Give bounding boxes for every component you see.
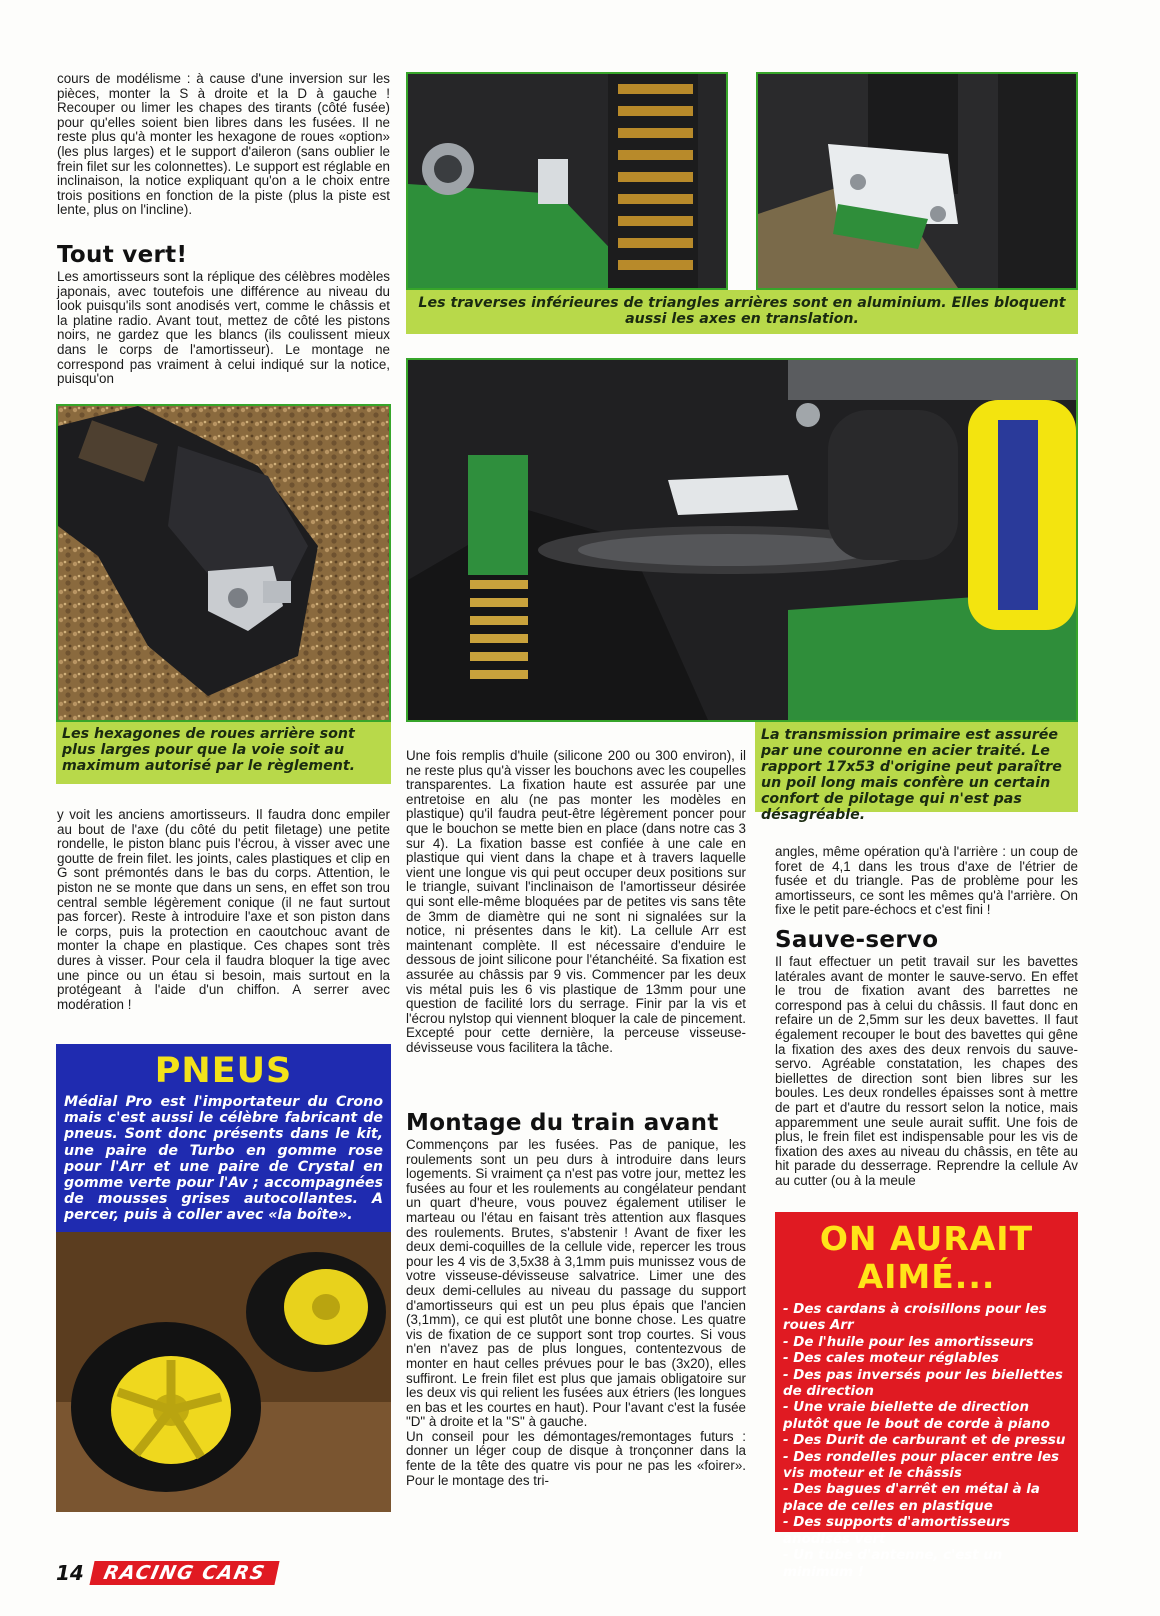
heading-sauve-servo: Sauve-servo (775, 927, 939, 953)
page-number: 14 (56, 1561, 84, 1585)
caption-traverses: Les traverses inférieures de triangles arrières sont en aluminium. Elles bloquent aussi les axes en translation. (406, 290, 1078, 334)
photo-traverses-right (756, 72, 1078, 290)
caption-hexagones: Les hexagones de roues arrière sont plus larges pour que la voie soit au maximum autorisé par le règlement. (56, 722, 391, 784)
photo-hexagones-image (58, 406, 389, 720)
list-item: - Des cardans à croisillons pour les roues Arr (783, 1302, 1047, 1334)
on-aurait-aime-box (775, 1212, 1078, 1580)
col1-intro-text: cours de modélisme : à cause d'une inversion sur les pièces, monter la S à droite et la D à gauche ! Recouper ou limer les chapes des tirants (côté fusée) pour qu'elles soient bien libres dans les fusées. Il ne reste plus qu'à monter les hexagone de roues «option» (les plus larges) et le support d'aileron (sans oublier le frein filet sur les colonnettes). Le support est réglable en inclinaison, la notice expliquant qu'on a le choix entre trois positions en fonction de la piste (plus la piste est lente, plus on l'incline). (57, 71, 390, 218)
photo-traverses-left-image (408, 74, 726, 288)
list-item: - Des Durit de carburant et de pressu (783, 1433, 1066, 1449)
magazine-logo: RACING CARS (89, 1561, 279, 1585)
photo-transmission-image (408, 360, 1076, 720)
photo-traverses-right-image (758, 74, 1076, 288)
list-item: - Des supports d'amortisseurs anodisés vert (783, 1515, 1011, 1547)
photo-pneus (56, 1232, 391, 1512)
list-item: - Des rondelles pour placer entre les vis moteur et le châssis (783, 1449, 1060, 1482)
photo-transmission (406, 358, 1078, 722)
col2-train-avant-text: Commençons par les fusées. Pas de panique, les roulements sont un peu durs à introduire dans leurs logements. Si vraiment ça n'est pas votre jour, mettez les fusées au four et les roulements au congélateur pendant un quart d'heure, vous pouvez également utiliser le marteau ou l'étau en faisant très attention aux flasques des roulements. Brutes, s'abstenir ! Avant de fixer les deux demi-coquilles de la cellule vide, repercer les trous pour les 4 vis de 3,5x38 à 3,1mm puis munissez vous de votre visseuse-dévisseuse salvatrice. Limer une des deux demi-cellules au niveau du passage du support d'amortisseurs qui est un peu plus épais que l'ancien (3,1mm), ce qui est plutôt une bonne chose. Les quatre vis de fixation de ce support sont trop courtes. Si vous n'en n'avez pas de plus longues, contentezvous de monter en haut celles prévues pour le bas (3x20), elles suffiront. Le frein filet est plus que jamais obligatoire sur les deux vis qui relient les fusées aux étriers (les longues en bas et les courtes en haut). Pour l'avant c'est la fusée "D" à droite et la "S" à gauche. Un conseil pour les démontages/remontages futurs : donner un léger coup de disque à tronçonner dans la fente de la tête des quatre vis pour ne pas les «foirer». Pour le montage des tri- (406, 1137, 746, 1488)
pneus-title: PNEUS (154, 1051, 293, 1091)
pneus-box (56, 1044, 391, 1512)
col1-tout-vert-text: Les amortisseurs sont la réplique des célèbres modèles japonais, avec toutefois une différence au niveau du look puisqu'ils sont anodisés vert, comme le châssis et la platine radio. Avant tout, mettez de côté les pistons noirs, ne gardez que les blancs (ils coulissent mieux dans le corps de l'amortisseur). Le montage ne correspond pas vraiment à celui indiqué sur la notice, puisqu'on (57, 269, 390, 387)
col3-top-text: angles, même opération qu'à l'arrière : un coup de foret de 4,1 dans les trous d'axe de l'étrier de fusée et du triangle. Pas de problème pour les amortisseurs, ce sont les mêmes qu'à l'arrière. On fixe le petit pare-échocs et c'est fini ! (775, 844, 1078, 918)
list-item: - Des cales moteur réglables (783, 1351, 999, 1367)
list-item: - Une vraie biellette de direction plutôt que le bout de corde à piano (783, 1400, 1050, 1432)
photo-traverses-left (406, 72, 728, 290)
list-item: - De l'huile pour les amortisseurs (783, 1334, 1034, 1350)
page-footer (56, 1560, 277, 1586)
heading-montage-train-avant: Montage du train avant (406, 1110, 719, 1136)
pneus-text: Médial Pro est l'importateur du Crono mais c'est aussi le célèbre fabricant de pneus. Sont donc présents dans le kit, une paire de Turbo en gomme rose pour l'Arr et une paire de Crystal en gomme verte pour l'Av ; accompagnées de mousses grises autocollantes. A percer, puis à coller avec «la boîte». (64, 1094, 383, 1224)
on-aurait-aime-title-line1: ON AURAIT (819, 1219, 1034, 1258)
col1-bottom-text: y voit les anciens amortisseurs. Il faudra donc empiler au bout de l'axe (du côté du petit filetage) une petite rondelle, le piston blanc puis l'écrou, à visser avec une goutte de frein filet. les joints, cales plastiques et clip en G sont prémontés dans le bas du corps. Attention, le piston ne se monte que dans un sens, en effet son trou central semble légèrement conique (il ne faut surtout pas forcer). Reste à introduire l'axe et son piston dans le corps, puis la protection en caoutchouc avant de monter la chape en plastique. Ces chapes sont très dures à visser. Pour cela il faudra bloquer la tige avec une pince ou un étau si besoin, mais surtout en la protégeant à l'aide d'un chiffon. A serrer avec modération ! (57, 807, 390, 1012)
photo-pneus-image (56, 1232, 391, 1512)
col3-sauve-servo-text: Il faut effectuer un petit travail sur les bavettes latérales avant de monter le sauve-servo. En effet le trou de fixation avant des barrettes ne correspond pas à celui du châssis. Il faut donc en refaire un de 2,5mm sur les deux bavettes. Il faut également recouper le bout des bavettes qui gêne la fixation des axes des deux renvois du sauve-servo. Agréable constatation, les chapes des biellettes de direction sont bien libres sur les boules. Les deux rondelles épaisses sont à mettre de part et d'autre du ressort selon la notice, mais apparemment une seule aurait suffit. Une fois de plus, le frein filet est indispensable pour les vis de fixation des axes au niveau du châssis, en tête au hit parade du desserrage. Reprendre la cellule Av au cutter (ou à la meule (775, 954, 1078, 1188)
list-item: - Des pas inversés pour les biellettes de direction (783, 1367, 1063, 1400)
caption-transmission: La transmission primaire est assurée par une couronne en acier traité. Le rapport 17x53 d'origine peut paraître un poil long mais confère un certain confort de pilotage qui n'est pas désagréable. (755, 722, 1078, 812)
on-aurait-aime-title-line2: AIMÉ... (857, 1257, 996, 1296)
on-aurait-aime-list (783, 1302, 1070, 1581)
list-item: - Des bagues d'arrêt en métal à la place de celles en plastique (783, 1482, 1040, 1514)
col2-text: Une fois remplis d'huile (silicone 200 ou 300 environ), il ne reste plus qu'à visser les bouchons avec les coupelles transparentes. La fixation haute est assurée par une entretoise en alu (ne pas monter les modèles en plastique) qu'il faudra peut-être légèrement poncer pour que le bouchon se mette bien en place (dans notre cas 3 sur 4). La fixation basse est confiée à une cale en plastique qui vient dans la chape et à travers laquelle vient une longue vis qui peut occuper deux positions sur le triangle, suivant l'inclinaison de l'amortisseur désirée qui sont elle-même bloquées par de petites vis sans tête de 3mm de diamètre qui ne sont ni signalées sur la notice, ni présentes dans le kit). La cellule Arr est maintenant complète. Il est nécessaire d'enduire le dessous de joint silicone pour l'étanchéité. Sa fixation est assurée au châssis par 9 vis. Commencer par les deux vis métal puis les 6 vis plastique de 13mm pour une question de facilité lors du serrage. Finir par la vis et l'écrou nylstop qui viennent bloquer la cale de pincement. Excepté pour cette dernière, la perceuse visseuse-dévisseuse vous facilitera la tâche. (406, 748, 746, 1055)
photo-hexagones-roues (56, 404, 391, 722)
heading-tout-vert: Tout vert! (57, 242, 188, 268)
list-item: - Un tube d'antenne, c'est un minimum ! (783, 1548, 1003, 1580)
on-aurait-aime-title (775, 1220, 1078, 1296)
